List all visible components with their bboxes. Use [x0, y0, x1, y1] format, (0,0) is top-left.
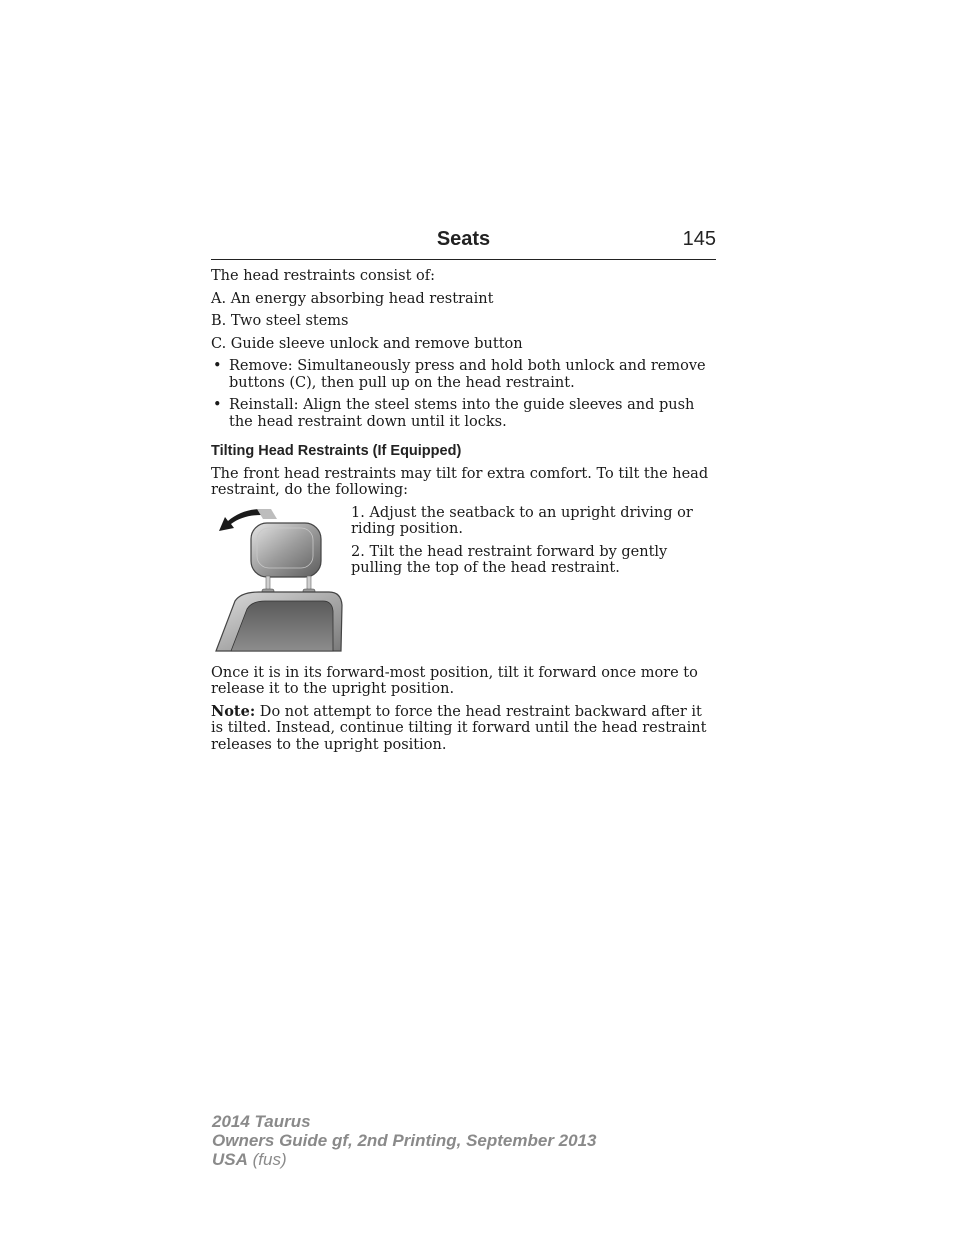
list-item: B. Two steel stems — [211, 313, 349, 329]
bullet-remove — [211, 358, 716, 391]
list-item: C. Guide sleeve unlock and remove button — [211, 335, 523, 352]
bullet-text: Reinstall: Align the steel stems into the guide sleeves and push the head restraint down until it locks. — [229, 397, 695, 430]
footer-region — [212, 1150, 596, 1169]
footer-edition: Owners Guide gf, 2nd Printing, September 2013 — [212, 1131, 597, 1150]
section-title: Seats — [436, 228, 491, 250]
page-header — [211, 228, 716, 260]
intro-paragraph: The head restraints consist of: — [211, 268, 435, 284]
list-item: A. An energy absorbing head restraint — [211, 290, 494, 307]
head-restraint-illustration — [211, 505, 347, 653]
bullet-reinstall — [211, 397, 716, 430]
note-text: Do not attempt to force the head restraint backward after it is tilted. Instead, continue tilting it forward until the head restraint releases to the upright position. — [211, 703, 707, 753]
page-footer — [212, 1112, 596, 1169]
footer-model: 2014 Taurus — [212, 1112, 311, 1131]
page-body — [211, 268, 716, 753]
step-item: 1. Adjust the seatback to an upright driving or riding position. — [351, 504, 693, 537]
bullet-text: Remove: Simultaneously press and hold both unlock and remove buttons (C), then pull up on the head restraint. — [229, 358, 706, 391]
step-item: 2. Tilt the head restraint forward by gently pulling the top of the head restraint. — [351, 543, 668, 576]
footer-region-code: (fus) — [247, 1150, 287, 1169]
tilt-intro-paragraph: The front head restraints may tilt for extra comfort. To tilt the head restraint, do the following: — [211, 465, 709, 498]
after-figure-paragraph: Once it is in its forward-most position, tilt it forward once more to release it to the upright position. — [211, 664, 698, 697]
figure-row — [211, 505, 716, 665]
tilt-steps — [351, 505, 716, 577]
footer-region-main: USA — [212, 1150, 248, 1169]
subheading-tilting: Tilting Head Restraints (If Equipped) — [211, 443, 462, 459]
note-label: Note: — [211, 702, 256, 720]
note-paragraph — [211, 704, 716, 754]
tilt-arrow-icon — [219, 509, 261, 531]
bullet-dot: • — [213, 358, 222, 374]
bullet-dot: • — [213, 397, 222, 413]
page-number: 145 — [682, 228, 716, 250]
